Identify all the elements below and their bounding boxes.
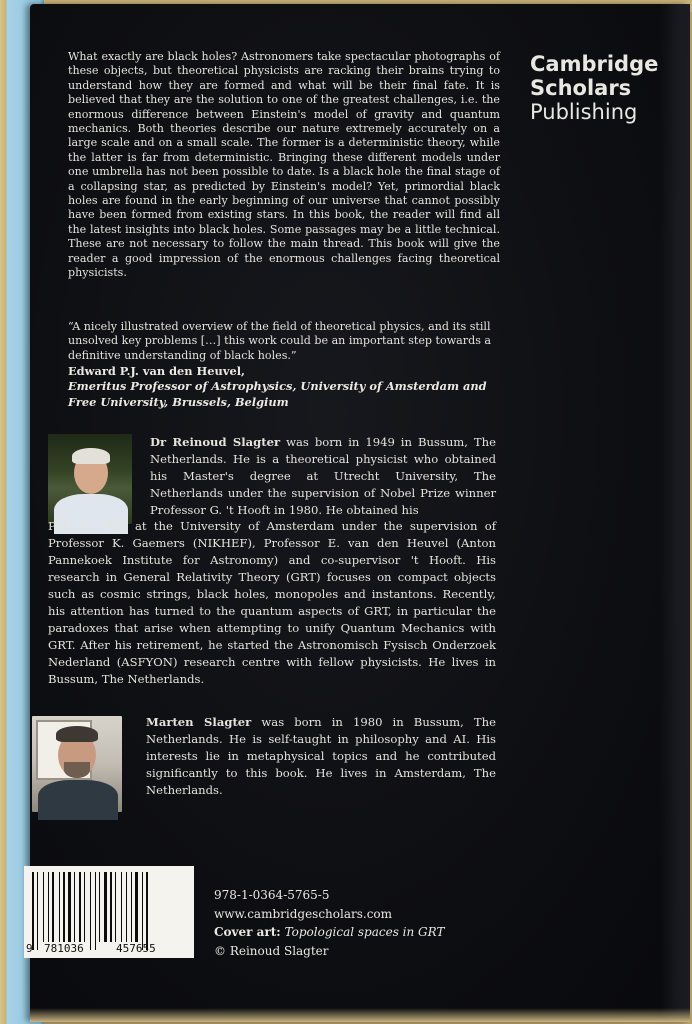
cover-edge-shadow [660,4,690,1022]
author2-bio [146,714,496,799]
portrait-hair [72,448,110,464]
barcode-bar [146,872,148,950]
barcode-bar [37,872,38,950]
endorsement-name: Edward P.J. van den Heuvel, [68,364,245,378]
barcode-bar [90,872,91,950]
author2-name: Marten Slagter [146,715,252,729]
publisher-line-2: Scholars [530,76,632,100]
barcode-bar [63,872,65,942]
barcode-bar [68,872,71,942]
cover-bottom-edge [30,1008,690,1022]
barcode-bar [99,872,100,942]
barcode-bar [79,872,81,942]
portrait-hair [56,726,98,742]
barcode-icon [32,872,188,944]
barcode-bar [131,872,132,942]
publisher-logo [530,52,658,124]
cover-art-label: Cover art: [214,925,281,939]
barcode-bar [95,872,96,950]
cover-art-credit [214,923,444,942]
portrait-shirt [38,780,118,820]
book-blurb: What exactly are black holes? Astronomers take spectacular photographs of these objects, but theoretical physicists are racking their brains trying to understand how they are formed and what will be their final fate. It is believed that they are the solution to one of the greatest challenges, i.e. the enormous difference between Einstein's model of gravity and quantum mechanics. Both theories describe our nature extremely accurately on a large scale and on a small scale. The former is a deterministic theory, while the latter is far from deterministic. Bringing these different models under one umbrella has not been possible to date. Is a black hole the final stage of a collapsing star, as predicted by Einstein's model? Yet, primordial black holes are found in the early beginning of our universe that cannot possibly have been formed from existing stars. In this book, the reader will find all the latest insights into black holes. Some passages may be a little technical. These are not necessary to follow the main thread. This book will give the reader a good impression of the enormous challenges facing theoretical physicists. [68,50,500,280]
barcode-digits-group2: 457655 [116,942,156,955]
isbn-barcode [24,866,194,958]
barcode-bar [121,872,122,942]
author1-name: Dr Reinoud Slagter [150,435,281,449]
publisher-website: www.cambridgescholars.com [214,906,393,921]
barcode-bar [142,872,143,950]
barcode-digits-group1: 781036 [44,942,84,955]
copyright-text: © Reinoud Slagter [214,943,329,958]
author1-bio-text: was born in 1949 in Bussum, The Netherlands. He is a theoretical physicist who obtained his Master's degree at Utrecht University, The Netherlands under the supervision of Nobel Prize winner Professor G. 't Hooft in 1980. He obtained his [150,435,496,517]
publisher-line-3: Publishing [530,100,638,124]
barcode-bar [74,872,75,942]
barcode-bar [115,872,116,942]
cover-art-title: Topological spaces in GRT [284,925,445,939]
author-portrait-reinoud [48,434,132,524]
endorsement-quote: “A nicely illustrated overview of the field of theoretical physics, and its still unsolved key problems […] this work could be an important step towards a definitive understanding of black holes.” [68,320,492,362]
author1-bio-continued: PhD in 1986 at the University of Amsterdam under the supervision of Professor K. Gaemers (NIKHEF), Professor E. van den Heuvel (Anton Pannekoek Institute for Astronomy) and co-supervisor 't Hooft. His research in General Relativity Theory (GRT) focuses on compact objects such as cosmic strings, black holes, monopoles and instantons. Recently, his attention has turned to the quantum aspects of GRT, in particular the paradoxes that arise when attempting to unify Quantum Mechanics with GRT. After his retirement, he started the Astronomisch Fysisch Onderzoek Nederland (ASFYON) research centre with fellow physicists. He lives in Bussum, The Netherlands. [48,519,496,686]
publisher-line-1: Cambridge [530,52,659,76]
book-info [214,886,444,960]
barcode-bar [84,872,85,942]
barcode-bar [43,872,44,942]
author2-bio-text: was born in 1980 in Bussum, The Netherlands. He is self-taught in philosophy and AI. His interests lie in metaphysical topics and he contributed significantly to this book. He lives in Amsterdam, The Netherlands. [146,715,496,797]
barcode-bar [110,872,112,942]
barcode-digit-first: 9 [26,942,33,955]
barcode-bar [48,872,49,942]
author1-bio [150,434,496,519]
endorsement-affiliation: Emeritus Professor of Astrophysics, University of Amsterdam and Free University, Brussels, Belgium [68,379,487,409]
barcode-bar [52,872,54,942]
isbn-text: 978-1-0364-5765-5 [214,888,330,902]
book-back-cover [26,4,690,1022]
barcode-bar [59,872,60,942]
author-portrait-marten [32,716,122,812]
barcode-bar [126,872,127,942]
portrait-beard [64,762,90,778]
barcode-bar [135,872,138,942]
barcode-bar [32,872,34,950]
barcode-bar [104,872,107,942]
